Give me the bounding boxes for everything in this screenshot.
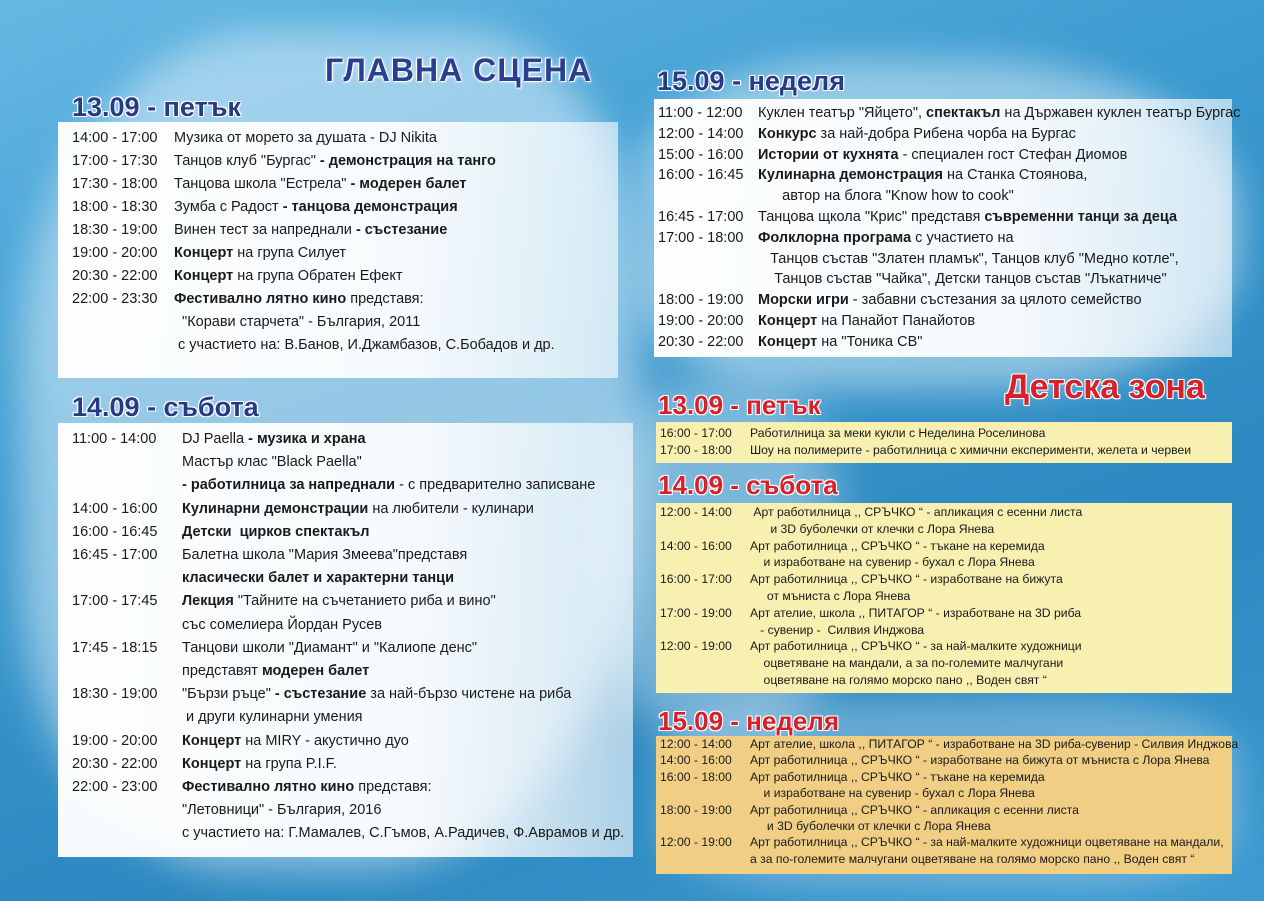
schedule-time: 14:00 - 16:00 <box>660 753 732 768</box>
schedule-time: 17:00 - 18:00 <box>660 442 732 457</box>
schedule-time <box>72 477 182 493</box>
schedule-text: и изработване на сувенир - бухал с Лора Янева <box>750 555 1035 570</box>
schedule-row <box>660 803 1079 817</box>
schedule-description <box>182 779 432 795</box>
schedule-description <box>182 802 381 818</box>
schedule-text: с участието на: В.Банов, И.Джамбазов, С.Бобадов и др. <box>174 337 555 353</box>
schedule-time: 12:00 - 14:00 <box>658 125 744 142</box>
schedule-time: 19:00 - 20:00 <box>72 245 158 261</box>
schedule-row <box>72 431 366 447</box>
schedule-description <box>750 522 994 536</box>
schedule-row <box>72 779 432 795</box>
schedule-time: 22:00 - 23:00 <box>72 779 158 795</box>
main-stage-title: ГЛАВНА СЦЕНА <box>325 52 593 88</box>
schedule-time <box>72 570 182 586</box>
schedule-row <box>660 606 1081 620</box>
schedule-time: 12:00 - 14:00 <box>660 505 732 519</box>
schedule-row <box>660 539 1045 553</box>
schedule-description <box>182 617 382 633</box>
schedule-text: за най-бързо чистене на риба <box>366 686 572 703</box>
schedule-row <box>660 426 1045 440</box>
schedule-description <box>182 454 362 470</box>
schedule-time <box>660 819 750 833</box>
schedule-description <box>174 314 420 330</box>
schedule-highlight: - модерен балет <box>350 176 467 192</box>
schedule-time: 20:30 - 22:00 <box>72 755 158 772</box>
schedule-highlight: Фестивално лятно кино <box>174 291 347 307</box>
schedule-row <box>72 199 458 215</box>
schedule-description <box>750 656 1063 670</box>
schedule-row <box>658 126 1076 142</box>
schedule-highlight: Концерт <box>758 313 818 329</box>
schedule-time <box>658 188 758 204</box>
schedule-text: и други кулинарни умения <box>182 709 363 726</box>
schedule-row <box>72 570 454 586</box>
schedule-text: оцветяване на мандали, а за по-големите малчугани <box>750 656 1064 671</box>
schedule-row <box>660 639 1082 653</box>
schedule-row <box>72 825 624 841</box>
schedule-description <box>182 431 366 447</box>
schedule-row <box>660 819 991 833</box>
schedule-description <box>182 477 595 493</box>
schedule-text: оцветяване на голямо морско пано ,, Воден свят “ <box>750 673 1047 687</box>
schedule-time: 11:00 - 12:00 <box>658 105 743 121</box>
schedule-text: на група Силует <box>233 245 347 261</box>
schedule-time <box>72 663 182 679</box>
schedule-text: на Държавен куклен театър Бургас <box>1000 105 1241 121</box>
schedule-text: Арт работилница ,, СРЪЧКО “ - тъкане на керемида <box>750 538 1045 553</box>
schedule-highlight: модерен балет <box>261 663 370 679</box>
schedule-text: на група Обратен Ефект <box>233 268 403 284</box>
schedule-row <box>660 656 1063 670</box>
schedule-highlight: Истории от кухнята <box>758 146 899 163</box>
main-sun-panel <box>654 99 1241 357</box>
schedule-time: 12:00 - 19:00 <box>660 835 732 850</box>
schedule-time: 16:00 - 17:00 <box>660 426 732 440</box>
schedule-time: 16:00 - 17:00 <box>660 572 732 587</box>
schedule-highlight: Фестивално лятно кино <box>182 779 355 795</box>
schedule-time <box>72 802 182 818</box>
schedule-description <box>758 292 1142 308</box>
schedule-description <box>750 819 991 833</box>
schedule-description <box>758 313 975 329</box>
schedule-highlight: Лекция <box>182 593 234 610</box>
schedule-text: Зумба с Радост <box>174 199 283 215</box>
schedule-highlight: - състезание <box>355 222 448 238</box>
schedule-description <box>174 130 437 146</box>
schedule-description <box>174 176 467 192</box>
schedule-text: "Бързи ръце" <box>182 686 275 703</box>
schedule-row <box>660 673 1047 687</box>
schedule-highlight: Конкурс <box>758 125 817 142</box>
schedule-text: Танцов клуб "Бургас" <box>174 153 320 169</box>
schedule-time <box>72 617 182 633</box>
schedule-text: Арт работилница ,, СРЪЧКО “ - тъкане на керемида <box>750 769 1045 784</box>
schedule-description <box>174 199 458 215</box>
schedule-time: 22:00 - 23:30 <box>72 291 158 307</box>
schedule-text: на любители - кулинари <box>368 500 534 517</box>
schedule-highlight: Концерт <box>174 245 234 261</box>
schedule-time: 16:45 - 17:00 <box>658 209 744 225</box>
schedule-row <box>658 313 975 329</box>
schedule-time: 14:00 - 16:00 <box>660 538 732 553</box>
schedule-text: - с предварително записване <box>395 477 596 494</box>
schedule-row <box>660 555 1035 569</box>
schedule-description <box>758 230 1014 246</box>
schedule-time <box>658 271 758 287</box>
schedule-text: и изработване на сувенир - бухал с Лора Янева <box>750 786 1035 801</box>
main-sat-panel <box>58 423 633 857</box>
schedule-highlight: Концерт <box>182 732 242 749</box>
schedule-time: 20:30 - 22:00 <box>72 268 158 284</box>
schedule-description <box>750 572 1063 586</box>
schedule-row <box>72 130 437 146</box>
schedule-time: 18:30 - 19:00 <box>72 686 158 703</box>
schedule-row <box>72 756 337 772</box>
schedule-description <box>182 640 477 656</box>
schedule-highlight: Детски цирков спектакъл <box>182 523 370 540</box>
schedule-description <box>182 547 467 563</box>
schedule-row <box>72 709 363 725</box>
schedule-description <box>174 268 403 284</box>
schedule-description <box>750 639 1082 653</box>
schedule-description <box>182 663 369 679</box>
schedule-time: 14:00 - 16:00 <box>72 500 158 517</box>
kids-zone-title: Детска зона <box>1005 368 1205 406</box>
schedule-description <box>750 623 924 637</box>
schedule-time <box>658 251 758 267</box>
schedule-text: от мъниста с Лора Янева <box>750 589 911 603</box>
schedule-description <box>758 167 1087 183</box>
schedule-description <box>174 222 447 238</box>
schedule-row <box>72 802 381 818</box>
schedule-text: - забавни състезания за цялото семейство <box>848 292 1142 309</box>
schedule-highlight: Фолклорна програма <box>758 229 912 246</box>
schedule-highlight: спектакъл <box>926 105 1001 121</box>
schedule-time: 12:00 - 19:00 <box>660 639 732 654</box>
schedule-time: 17:00 - 18:00 <box>658 229 744 246</box>
schedule-highlight: Концерт <box>174 268 234 284</box>
schedule-row <box>72 245 346 261</box>
schedule-highlight: Кулинарни демонстрации <box>182 500 369 517</box>
schedule-description <box>182 709 363 725</box>
schedule-highlight: - състезание <box>274 686 367 703</box>
schedule-highlight: Кулинарна демонстрация <box>758 167 943 184</box>
schedule-row <box>72 454 362 470</box>
schedule-time: 12:00 - 14:00 <box>660 737 732 751</box>
schedule-text: - сувенир - Силвия Инджова <box>750 622 925 637</box>
schedule-highlight: Морски игри <box>758 292 849 309</box>
main-sun-title: 15.09 - неделя <box>657 66 845 96</box>
schedule-description <box>750 786 1035 800</box>
schedule-time: 18:00 - 19:00 <box>660 802 732 817</box>
schedule-description <box>750 753 1209 767</box>
schedule-time <box>660 786 750 800</box>
schedule-row <box>72 617 382 633</box>
schedule-row <box>658 209 1177 225</box>
kids-sat-title: 14.09 - събота <box>658 470 838 500</box>
schedule-row <box>660 522 994 536</box>
schedule-description <box>174 245 346 261</box>
schedule-description <box>182 756 337 772</box>
schedule-text: представя: <box>354 779 432 795</box>
schedule-time: 14:00 - 17:00 <box>72 130 158 146</box>
schedule-row <box>660 737 1238 751</box>
schedule-time <box>660 852 750 866</box>
schedule-text: Танцов състав "Златен пламък", Танцов клуб "Медно котле", <box>758 250 1179 267</box>
schedule-text: Арт работилница ,, СРЪЧКО “ - изработване на бижута <box>750 572 1063 587</box>
schedule-row <box>660 589 910 603</box>
schedule-text: представя: <box>346 291 424 307</box>
schedule-description <box>750 737 1238 751</box>
schedule-description <box>758 126 1076 142</box>
schedule-text: а за по-големите малчугани оцветяване на голямо морско пано ,, Воден свят “ <box>750 851 1195 866</box>
schedule-description <box>750 606 1081 620</box>
schedule-time: 19:00 - 20:00 <box>72 732 158 749</box>
schedule-description <box>182 825 624 841</box>
schedule-row <box>72 176 467 192</box>
schedule-time: 18:00 - 18:30 <box>72 199 158 215</box>
schedule-text: - специален гост Стефан Диомов <box>898 146 1128 163</box>
schedule-description <box>758 334 922 350</box>
schedule-description <box>758 271 1167 287</box>
schedule-time: 16:00 - 16:45 <box>72 523 158 540</box>
schedule-text: DJ Paella <box>182 431 249 447</box>
schedule-description <box>750 539 1045 553</box>
schedule-row <box>660 572 1063 586</box>
kids-sun-title: 15.09 - неделя <box>658 706 839 736</box>
schedule-row <box>72 593 496 609</box>
schedule-text: Арт работилница ,, СРЪЧКО “ - изработване на бижута от мъниста с Лора Янева <box>750 753 1210 768</box>
schedule-row <box>72 663 369 679</box>
schedule-description <box>758 209 1177 225</box>
schedule-text: "Корави старчета" - България, 2011 <box>174 314 421 330</box>
schedule-row <box>72 733 409 749</box>
schedule-description <box>758 251 1179 267</box>
schedule-time: 15:00 - 16:00 <box>658 146 744 163</box>
schedule-time <box>660 673 750 687</box>
schedule-text: Арт ателие, школа ,, ПИТАГОР “ - изработване на 3D риба-сувенир - Силвия Инджова <box>750 737 1239 751</box>
schedule-text: Балетна школа "Мария Змеева"представя <box>182 547 468 563</box>
schedule-highlight: - работилница за напреднали <box>182 477 396 494</box>
schedule-description <box>174 337 555 353</box>
schedule-text: с участието на <box>911 229 1014 246</box>
schedule-description <box>750 505 1082 519</box>
schedule-row <box>72 153 496 169</box>
schedule-time: 19:00 - 20:00 <box>658 313 744 329</box>
schedule-time: 18:30 - 19:00 <box>72 222 158 238</box>
schedule-description <box>758 188 1014 204</box>
schedule-row <box>72 686 571 702</box>
schedule-text: Танцова школа "Естрела" <box>174 176 351 192</box>
schedule-time <box>72 314 174 330</box>
schedule-row <box>72 268 403 284</box>
schedule-text: Арт работилница ,, СРЪЧКО “ - апликация с есенни листа <box>750 505 1083 519</box>
kids-fri-panel <box>656 422 1232 463</box>
schedule-description <box>182 501 534 517</box>
schedule-time: 16:00 - 18:00 <box>660 769 732 784</box>
schedule-text: "Летовници" - България, 2016 <box>182 802 382 819</box>
kids-fri-title: 13.09 - петък <box>658 390 821 420</box>
schedule-text: на Станка Стоянова, <box>942 167 1088 184</box>
schedule-time <box>72 337 174 353</box>
schedule-text: за най-добра Рибена чорба на Бургас <box>816 125 1076 142</box>
schedule-text: с участието на: Г.Мамалев, С.Гъмов, А.Радичев, Ф.Аврамов и др. <box>182 825 625 842</box>
schedule-time: 17:00 - 17:45 <box>72 593 158 610</box>
schedule-description <box>750 426 1045 440</box>
schedule-row <box>660 770 1045 784</box>
schedule-description <box>182 733 409 749</box>
schedule-time: 16:00 - 16:45 <box>658 167 744 184</box>
kids-sun-panel <box>656 736 1239 874</box>
schedule-time: 17:45 - 18:15 <box>72 639 158 656</box>
schedule-text: Танцов състав "Чайка", Детски танцов състав "Лъкатниче" <box>758 271 1167 288</box>
schedule-description <box>750 852 1194 866</box>
schedule-description <box>750 803 1079 817</box>
schedule-text: Винен тест за напреднали <box>174 222 356 238</box>
schedule-text: на Панайот Панайотов <box>817 313 976 329</box>
schedule-description <box>174 291 424 307</box>
schedule-time: 16:45 - 17:00 <box>72 547 158 563</box>
schedule-description <box>182 593 496 609</box>
schedule-time <box>72 709 182 725</box>
schedule-row <box>660 623 924 637</box>
schedule-text: и 3D буболечки от клечки с Лора Янева <box>750 521 995 536</box>
schedule-time <box>72 454 182 470</box>
schedule-row <box>658 147 1127 163</box>
schedule-text: Арт работилница ,, СРЪЧКО “ - апликация с есенни листа <box>750 802 1079 817</box>
schedule-row <box>72 477 595 493</box>
schedule-description <box>182 686 571 702</box>
schedule-highlight: - демонстрация на танго <box>319 153 496 169</box>
schedule-text: Куклен театър "Яйцето", <box>758 105 927 121</box>
schedule-row <box>660 443 1191 457</box>
schedule-description <box>750 589 910 603</box>
schedule-row <box>660 753 1209 767</box>
schedule-description <box>750 443 1191 457</box>
schedule-row <box>660 505 1082 519</box>
schedule-row <box>658 230 1014 246</box>
schedule-highlight: - танцова демонстрация <box>282 199 458 215</box>
schedule-row <box>72 291 424 307</box>
schedule-time <box>72 825 182 841</box>
schedule-time <box>660 656 750 670</box>
schedule-description <box>750 555 1035 569</box>
schedule-row <box>660 786 1035 800</box>
schedule-text: на "Тоника СВ" <box>817 333 923 350</box>
schedule-description <box>174 153 496 169</box>
schedule-text: Танцова щкола "Крис" представя <box>758 209 985 225</box>
schedule-row <box>72 314 420 330</box>
schedule-text: на MIRY - акустично дуо <box>241 732 409 749</box>
schedule-row <box>72 337 555 353</box>
schedule-row <box>658 105 1240 121</box>
schedule-description <box>758 105 1240 121</box>
schedule-highlight: Концерт <box>182 755 242 772</box>
schedule-time <box>660 555 750 569</box>
schedule-row <box>72 547 467 563</box>
schedule-row <box>660 835 1224 849</box>
schedule-row <box>658 167 1087 183</box>
schedule-time: 11:00 - 14:00 <box>72 431 157 447</box>
schedule-time <box>660 623 750 637</box>
schedule-text: автор на блога "Know how to cook" <box>758 188 1014 205</box>
schedule-row <box>658 334 922 350</box>
schedule-highlight: - музика и храна <box>248 431 366 447</box>
schedule-description <box>750 770 1045 784</box>
schedule-text: Работилница за меки кукли с Неделина Роселинова <box>750 426 1046 440</box>
main-fri-panel <box>58 122 618 378</box>
schedule-row <box>72 222 447 238</box>
schedule-text: и 3D буболечки от клечки с Лора Янева <box>750 819 991 833</box>
schedule-description <box>182 524 369 540</box>
schedule-row <box>658 271 1167 287</box>
schedule-text: Танцови школи "Диамант" и "Калиопе денс" <box>182 639 478 656</box>
schedule-highlight: Концерт <box>758 333 818 350</box>
schedule-text: Арт работилница ,, СРЪЧКО “ - за най-малките художници <box>750 639 1082 654</box>
schedule-row <box>72 524 369 540</box>
schedule-time: 17:30 - 18:00 <box>72 176 158 192</box>
schedule-row <box>658 251 1179 267</box>
schedule-row <box>72 501 534 517</box>
schedule-time <box>660 589 750 603</box>
schedule-description <box>758 147 1127 163</box>
schedule-text: Мастър клас "Black Paella" <box>182 454 362 471</box>
schedule-text: Арт ателие, школа ,, ПИТАГОР “ - изработване на 3D риба <box>750 605 1082 620</box>
schedule-text: със сомелиера Йордан Русев <box>182 616 382 633</box>
schedule-description <box>750 835 1224 849</box>
schedule-description <box>750 673 1047 687</box>
main-fri-title: 13.09 - петък <box>72 92 241 122</box>
schedule-time: 17:00 - 19:00 <box>660 605 732 620</box>
schedule-text: представят <box>182 663 262 679</box>
schedule-text: Музика от морето за душата - DJ Nikita <box>174 130 437 146</box>
schedule-text: Арт работилница ,, СРЪЧКО “ - за най-малките художници оцветяване на мандали, <box>750 835 1224 850</box>
schedule-highlight: класически балет и характерни танци <box>182 570 455 587</box>
schedule-description <box>182 570 454 586</box>
schedule-text: "Тайните на съчетанието риба и вино" <box>233 593 496 610</box>
kids-sat-panel <box>656 503 1232 693</box>
schedule-highlight: съвременни танци за деца <box>984 209 1178 225</box>
main-sat-title: 14.09 - събота <box>72 392 259 422</box>
schedule-row <box>72 640 477 656</box>
schedule-time <box>660 522 750 536</box>
schedule-row <box>658 188 1014 204</box>
schedule-time: 18:00 - 19:00 <box>658 292 744 309</box>
schedule-row <box>658 292 1142 308</box>
schedule-time: 17:00 - 17:30 <box>72 153 158 169</box>
schedule-time: 20:30 - 22:00 <box>658 333 744 350</box>
schedule-text: Шоу на полимерите - работилница с химични експерименти, желета и червеи <box>750 442 1192 457</box>
schedule-text: на група P.I.F. <box>241 755 337 772</box>
schedule-row <box>660 852 1194 866</box>
